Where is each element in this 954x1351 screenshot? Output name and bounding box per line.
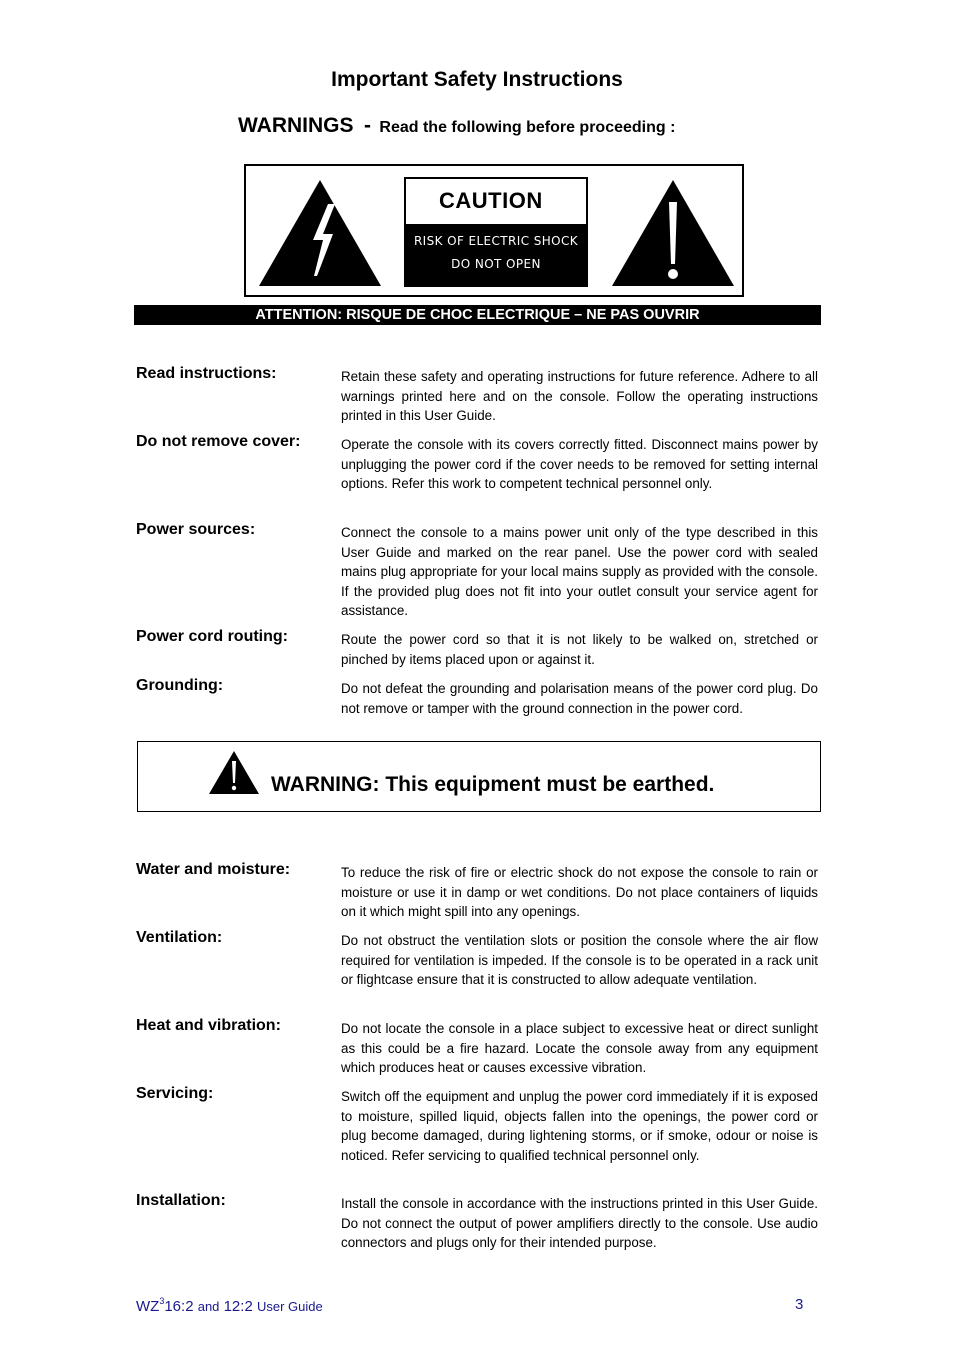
instruction-text: Switch off the equipment and unplug the power cord immediately if it is exposed to moisture, spilled liquid, objects fallen into the openings, the power cord or plug become damaged, during lightening storms, or if smoke, odour or noise is noticed. Refer servicing to qualified technical personnel only. — [341, 1089, 818, 1163]
instruction-text: To reduce the risk of fire or electric shock do not expose the console to rain or moisture or use it in damp or wet conditions. Do not place containers of liquids on it which might spill into any openings. — [341, 865, 818, 919]
earth-warning-text: WARNING: This equipment must be earthed. — [271, 773, 715, 796]
exclamation-warning-triangle-icon — [610, 178, 736, 288]
footer-guide: User Guide — [256, 1299, 323, 1314]
footer-model: WZ — [136, 1298, 160, 1315]
instruction-label: Servicing: — [136, 1085, 214, 1102]
earth-warning-box — [137, 741, 821, 812]
instruction-text: Do not locate the console in a place subject to excessive heat or direct sunlight as this could be a fire hazard. Locate the console away from any equipment which produces heat or causes excessive vibration. — [341, 1021, 818, 1075]
caution-title: CAUTION — [406, 179, 586, 222]
instruction-label: Ventilation: — [136, 929, 223, 946]
footer-model-rest: 16:2 — [164, 1298, 194, 1315]
instruction-label: Read instructions: — [136, 365, 277, 382]
instruction-text: Do not defeat the grounding and polarisation means of the power cord plug. Do not remove or tamper with the ground connection in the power cord. — [341, 681, 818, 716]
attention-banner: ATTENTION: RISQUE DE CHOC ELECTRIQUE – NE PAS OUVRIR — [134, 305, 821, 325]
instruction-text: Do not obstruct the ventilation slots or position the console where the air flow required for ventilation is impeded. If the console is to be operated in a rack unit or flightcase ensure that it is constructed to allow adequate ventilation. — [341, 933, 818, 987]
instruction-label: Heat and vibration: — [136, 1017, 281, 1034]
instruction-text: Retain these safety and operating instructions for future reference. Adhere to all warnings printed here and on the console. Follow the operating instructions printed in this User Guide. — [341, 369, 818, 423]
instruction-label: Grounding: — [136, 677, 224, 694]
caution-line-1: RISK OF ELECTRIC SHOCK — [413, 234, 579, 248]
footer-product-name — [136, 1296, 323, 1315]
instruction-label: Installation: — [136, 1192, 226, 1209]
warnings-subheading: Read the following before proceeding : — [379, 119, 676, 136]
caution-label-box — [404, 177, 588, 287]
instruction-label: Power sources: — [136, 521, 256, 538]
page-title: Important Safety Instructions — [331, 68, 623, 91]
instruction-label: Power cord routing: — [136, 628, 288, 645]
instruction-text: Connect the console to a mains power unit only of the type described in this User Guide and marked on the rear panel. Use the power cord with sealed mains plug appropriate for your local mains supply as provided with the console. If the provided plug does not fit into your outlet consult your service agent for assistance. — [341, 525, 818, 618]
instruction-label: Water and moisture: — [136, 861, 291, 878]
footer-model2: 12:2 — [223, 1298, 253, 1315]
caution-line-2: DO NOT OPEN — [451, 257, 541, 271]
footer-superscript: 3 — [159, 1296, 165, 1306]
instruction-label: Do not remove cover: — [136, 433, 301, 450]
instruction-text: Operate the console with its covers correctly fitted. Disconnect mains power by unplugging the power cord if the cover needs to be removed for setting internal options. Refer this work to competent technical personnel only. — [341, 437, 818, 491]
lightning-warning-triangle-icon — [257, 178, 383, 288]
warnings-heading: WARNINGS — [238, 114, 354, 137]
instruction-text: Install the console in accordance with the instructions printed in this User Guide. Do not connect the output of power amplifiers directly to the console. Use audio connectors and plugs only for their intended purpose. — [341, 1196, 818, 1250]
warnings-dash: - — [363, 114, 371, 137]
instruction-text: Route the power cord so that it is not likely to be walked on, stretched or pinched by items placed upon or against it. — [341, 632, 818, 667]
caution-message — [406, 224, 586, 285]
warnings-heading-line — [238, 114, 675, 138]
caution-panel — [244, 164, 744, 297]
exclamation-warning-triangle-icon — [208, 750, 260, 795]
page-number: 3 — [795, 1296, 804, 1313]
footer-and: and — [197, 1299, 220, 1314]
